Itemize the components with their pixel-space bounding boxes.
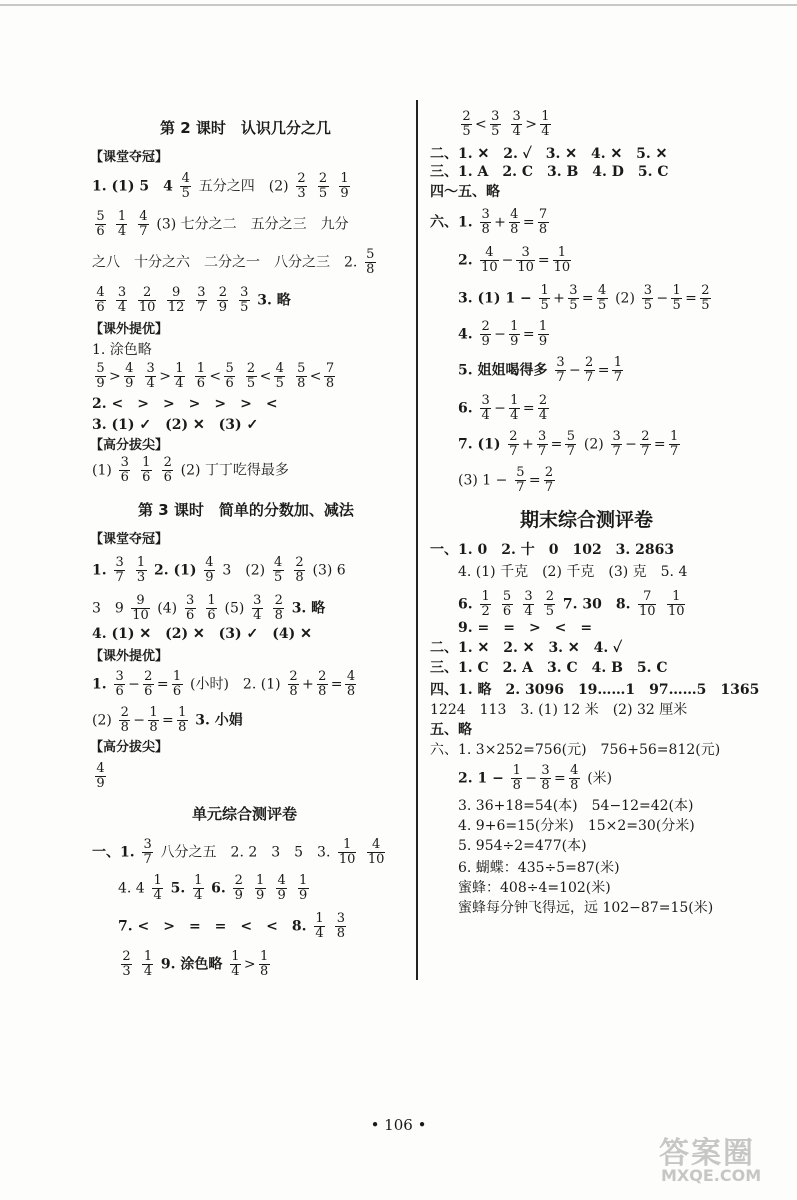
answer-line: 二、1. ✕ 2. ✓ 3. ✕ 4. ✕ 5. ✕ (430, 146, 668, 162)
answer-line: $\frac{4}{6}$ $\frac{3}{4}$ $\frac{2}{10}$ $\frac{9}{12}$ $\frac{3}{7}$ $\frac{2}{9}$ $\frac{3}{5}$ 3. 略 (96, 285, 291, 315)
answer-line: 一、1. $\frac{3}{7}$ 八分之五 2. 2 3 5 3. $\frac{1}{10}$ $\frac{4}{10}$ (92, 837, 385, 867)
answer-line: 一、1. 0 2. 十 0 102 3. 2863 (430, 542, 675, 558)
answer-line: 3. (1) 1 − $\frac{1}{5}$ + $\frac{3}{5}$ = $\frac{4}{5}$ (2) $\frac{3}{5}$ − $\frac{1}{5}$ = $\frac{2}{5}$ (458, 283, 710, 313)
tag-classroom: 【课堂夺冠】 (90, 150, 169, 165)
answer-line: $\frac{2}{3}$ $\frac{1}{4}$ 9. 涂色略 $\frac{1}{4}$ > $\frac{1}{8}$ (122, 949, 269, 979)
answer-line: $\frac{5}{9}$ > $\frac{4}{9}$ $\frac{3}{4}$ > $\frac{1}{4}$ $\frac{1}{6}$ < $\frac{5}{6}$ $\frac{2}{5}$ < $\frac{4}{5}$ $\frac{5}{8}$ < $\frac{7}{8}$ (96, 361, 335, 391)
answer-line: 四～五、略 (430, 184, 500, 200)
answer-line: (1) $\frac{3}{6}$ $\frac{1}{6}$ $\frac{2}{6}$ (2) 丁丁吃得最多 (92, 455, 289, 485)
answer-line: 五、略 (430, 722, 472, 738)
answer-line: $\frac{2}{5}$ < $\frac{3}{5}$ $\frac{3}{4}$ > $\frac{1}{4}$ (462, 109, 550, 139)
top-rule (0, 4, 797, 6)
answer-line: 3 9 $\frac{9}{10}$ (4) $\frac{3}{6}$ $\frac{1}{6}$ (5) $\frac{3}{4}$ $\frac{2}{8}$ 3. 略 (92, 593, 326, 623)
answer-line: 二、1. ✕ 2. ✕ 3. ✕ 4. ✓ (430, 640, 623, 656)
answer-line: 7. < > = = < < 8. $\frac{1}{4}$ $\frac{3}{8}$ (118, 911, 346, 941)
column-divider (416, 100, 418, 980)
answer-line: 三、1. A 2. C 3. B 4. D 5. C (430, 164, 669, 180)
answer-line: 2. 1 − $\frac{1}{8}$ − $\frac{3}{8}$ = $\frac{4}{8}$ (米) (458, 763, 613, 793)
answer-line: 蜜蜂每分钟飞得远，远 102−87=15(米) (458, 900, 714, 916)
answer-line: 9. = = > < = (458, 620, 593, 636)
tag-top: 【高分拔尖】 (90, 740, 169, 755)
answer-line: $\frac{5}{6}$ $\frac{1}{4}$ $\frac{4}{7}$ (3) 七分之二 五分之三 九分 (96, 209, 349, 239)
answer-line: (2) $\frac{2}{8}$ − $\frac{1}{8}$ = $\frac{1}{8}$ 3. 小娟 (92, 705, 243, 735)
section-title-lesson2: 第 2 课时 认识几分之几 (160, 119, 331, 137)
page-number: • 106 • (370, 1116, 427, 1134)
tag-classroom: 【课堂夺冠】 (90, 532, 169, 547)
answer-line: 7. (1) $\frac{2}{7}$ + $\frac{3}{7}$ = $\frac{5}{7}$ (2) $\frac{3}{7}$ − $\frac{2}{7}$ = $\frac{1}{7}$ (458, 429, 679, 459)
answer-line: 六、1. $\frac{3}{8}$ + $\frac{4}{8}$ = $\frac{7}{8}$ (430, 207, 548, 237)
answer-line: 2. $\frac{4}{10}$ − $\frac{3}{10}$ = $\frac{1}{10}$ (458, 245, 571, 275)
answer-line: 四、1. 略 2. 3096 19……1 97……5 1365 (430, 682, 760, 698)
answer-line: 蜜蜂：408÷4=102(米) (458, 880, 611, 896)
answer-line: 5. 姐姐喝得多 $\frac{3}{7}$ − $\frac{2}{7}$ = $\frac{1}{7}$ (458, 355, 623, 385)
answer-line: 1224 113 3. (1) 12 米 (2) 32 厘米 (430, 702, 688, 718)
tag-top: 【高分拔尖】 (90, 438, 169, 453)
answer-line: 1. $\frac{3}{6}$ − $\frac{2}{6}$ = $\frac{1}{6}$ (小时) 2. (1) $\frac{2}{8}$ + $\frac{2}{8}$ = $\frac{4}{8}$ (92, 669, 356, 699)
answer-line: 4. (1) 千克 (2) 千克 (3) 克 5. 4 (458, 564, 688, 580)
answer-line: 1. $\frac{3}{7}$ $\frac{1}{3}$ 2. (1) $\frac{4}{9}$ 3 (2) $\frac{4}{5}$ $\frac{2}{8}$ (3) 6 (92, 555, 346, 585)
answer-line: $\frac{4}{9}$ (96, 761, 105, 791)
answer-line: 之八 十分之六 二分之一 八分之三 2. $\frac{5}{8}$ (92, 247, 375, 277)
answer-line: 三、1. C 2. A 3. C 4. B 5. C (430, 660, 668, 676)
answer-line: 3. (1) ✓ (2) ✕ (3) ✓ (92, 417, 259, 433)
answer-line: 3. 36+18=54(本) 54−12=42(本) (458, 798, 694, 814)
tag-extra: 【课外提优】 (90, 322, 169, 337)
answer-line: 4. 9+6=15(分米) 15×2=30(分米) (458, 818, 695, 834)
answer-line: 4. (1) ✕ (2) ✕ (3) ✓ (4) ✕ (92, 626, 312, 642)
answer-line: 六、1. 3×252=756(元) 756+56=812(元) (430, 742, 721, 758)
section-title-lesson3: 第 3 课时 简单的分数加、减法 (138, 501, 354, 519)
answer-line: 5. 954÷2=477(本) (458, 838, 587, 854)
tag-extra: 【课外提优】 (90, 649, 169, 664)
answer-line: (3) 1 − $\frac{5}{7}$ = $\frac{2}{7}$ (458, 465, 554, 495)
section-title-final-test: 期末综合测评卷 (520, 509, 654, 531)
answer-line: 6. $\frac{3}{4}$ − $\frac{1}{4}$ = $\frac{2}{4}$ (458, 393, 548, 423)
answer-line: 4. 4 $\frac{1}{4}$ 5. $\frac{1}{4}$ 6. $\frac{2}{9}$ $\frac{1}{9}$ $\frac{4}{9}$ $\frac{1}{9}$ (118, 873, 308, 903)
answer-line: 6. 蝴蝶：435÷5=87(米) (458, 860, 620, 876)
section-title-unit-test: 单元综合测评卷 (192, 805, 298, 823)
answer-line: 6. $\frac{1}{2}$ $\frac{5}{6}$ $\frac{3}{4}$ $\frac{2}{5}$ 7. 30 8. $\frac{7}{10}$ $\frac{1}{10}$ (458, 589, 685, 619)
watermark-logo: 答案圈 MXQE.COM (659, 1136, 762, 1185)
answer-line: 1. (1) 5 4 $\frac{4}{5}$ 五分之四 (2) $\frac{2}{3}$ $\frac{2}{5}$ $\frac{1}{9}$ (92, 171, 349, 201)
answer-line: 1. 涂色略 (92, 342, 152, 358)
answer-line: 2. < > > > > > < (92, 396, 278, 412)
answer-line: 4. $\frac{2}{9}$ − $\frac{1}{9}$ = $\frac{1}{9}$ (458, 319, 548, 349)
